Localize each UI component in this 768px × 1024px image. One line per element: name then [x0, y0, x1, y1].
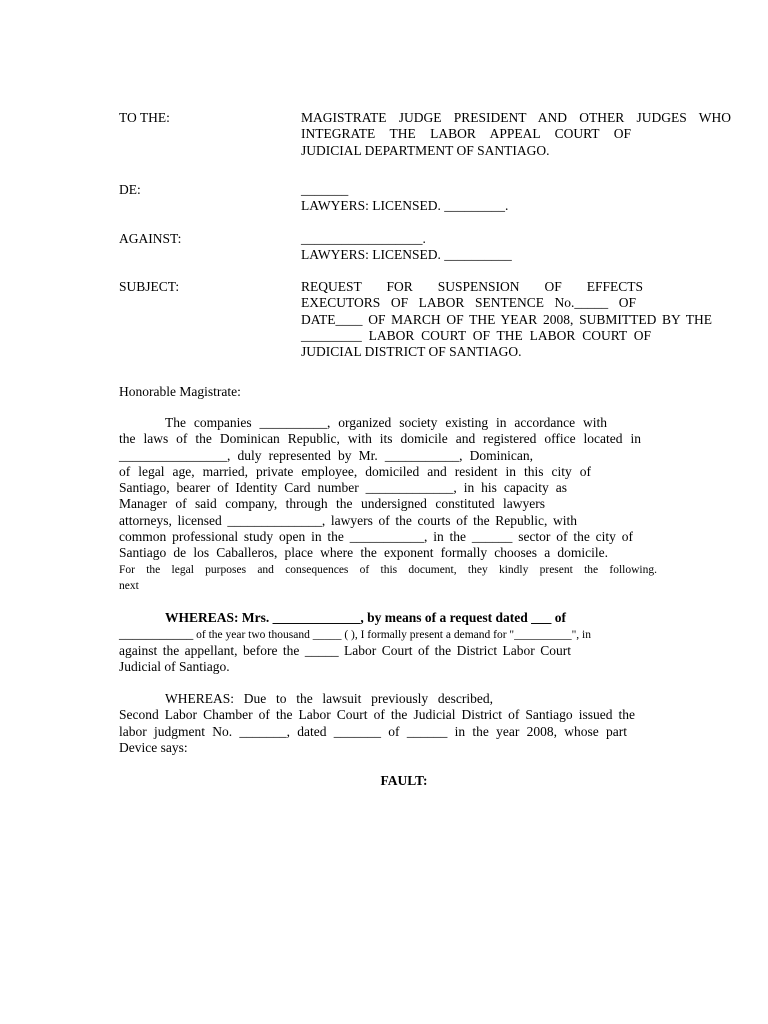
- paragraph-line: Manager of said company, through the undersigned constituted lawyers: [119, 496, 545, 512]
- salutation-text: Honorable Magistrate:: [119, 384, 241, 399]
- subject-label: SUBJECT:: [119, 279, 180, 294]
- to-the-label: TO THE:: [119, 110, 170, 125]
- paragraph-whereas-request: [119, 610, 659, 675]
- paragraph-line: Santiago de los Caballeros, place where the exponent formally chooses a domicile.: [119, 545, 608, 561]
- against-label: AGAINST:: [119, 231, 182, 246]
- paragraph-line: [119, 626, 659, 642]
- paragraph-line: against the appellant, before the _____ Labor Court of the District Labor Court: [119, 642, 571, 658]
- de-value: [301, 182, 731, 215]
- paragraph-line: Device says:: [119, 739, 188, 755]
- to-the-line: MAGISTRATE JUDGE PRESIDENT AND OTHER JUDGES WHO: [301, 110, 731, 125]
- paragraph-line: For the legal purposes and consequences of this document, they kindly present the following.: [119, 563, 657, 576]
- paragraph-line: Santiago, bearer of Identity Card number _____________, in his capacity as: [119, 480, 567, 496]
- paragraph-line: labor judgment No. _______, dated _______ of ______ in the year 2008, whose part: [119, 723, 627, 739]
- subject-line: REQUEST FOR SUSPENSION OF EFFECTS: [301, 279, 643, 294]
- paragraph-line: attorneys, licensed ______________, lawyers of the courts of the Republic, with: [119, 512, 577, 528]
- whereas-heading-line: WHEREAS: Mrs. _____________, by means of a request dated ___ of: [165, 610, 566, 625]
- subject-line: JUDICIAL DISTRICT OF SANTIAGO.: [301, 344, 522, 360]
- against-line: LAWYERS: LICENSED. __________: [301, 247, 512, 263]
- subject-line: EXECUTORS OF LABOR SENTENCE No._____ OF: [301, 295, 636, 311]
- fault-heading: [0, 773, 768, 789]
- paragraph-companies: [119, 415, 659, 594]
- against-value: [301, 231, 731, 264]
- fault-heading-text: FAULT:: [380, 773, 428, 788]
- de-line: LAWYERS: LICENSED. _________.: [301, 198, 509, 214]
- to-the-line: INTEGRATE THE LABOR APPEAL COURT OF: [301, 126, 631, 142]
- to-the-line: JUDICIAL DEPARTMENT OF SANTIAGO.: [301, 142, 550, 158]
- paragraph-line: of legal age, married, private employee, domiciled and resident in this city of: [119, 463, 591, 479]
- paragraph-line: ________________, duly represented by Mr. ___________, Dominican,: [119, 447, 533, 463]
- salutation: [119, 384, 659, 400]
- de-label: DE:: [119, 182, 141, 197]
- paragraph-line: the laws of the Dominican Republic, with its domicile and registered office located in: [119, 431, 641, 447]
- blank-field: ___________: [119, 626, 194, 642]
- paragraph-line: Judicial of Santiago.: [119, 658, 230, 674]
- paragraph-small-text: of the year two thousand _____ ( ), I formally present a demand for "__________", in: [193, 629, 591, 642]
- de-line: _______: [301, 182, 349, 197]
- paragraph-line: next: [119, 579, 139, 592]
- subject-line: _________ LABOR COURT OF THE LABOR COURT OF: [301, 327, 651, 343]
- paragraph-line: common professional study open in the ___________, in the ______ sector of the city of: [119, 529, 633, 545]
- to-the-value: [301, 110, 731, 159]
- paragraph-line: The companies __________, organized society existing in accordance with: [165, 415, 607, 430]
- paragraph-whereas-lawsuit: [119, 691, 659, 756]
- subject-value: [301, 279, 731, 360]
- paragraph-line: Second Labor Chamber of the Labor Court of the Judicial District of Santiago issued the: [119, 707, 635, 723]
- against-line: __________________.: [301, 231, 426, 246]
- subject-line: DATE____ OF MARCH OF THE YEAR 2008, SUBMITTED BY THE: [301, 311, 712, 327]
- paragraph-line: WHEREAS: Due to the lawsuit previously described,: [165, 691, 493, 706]
